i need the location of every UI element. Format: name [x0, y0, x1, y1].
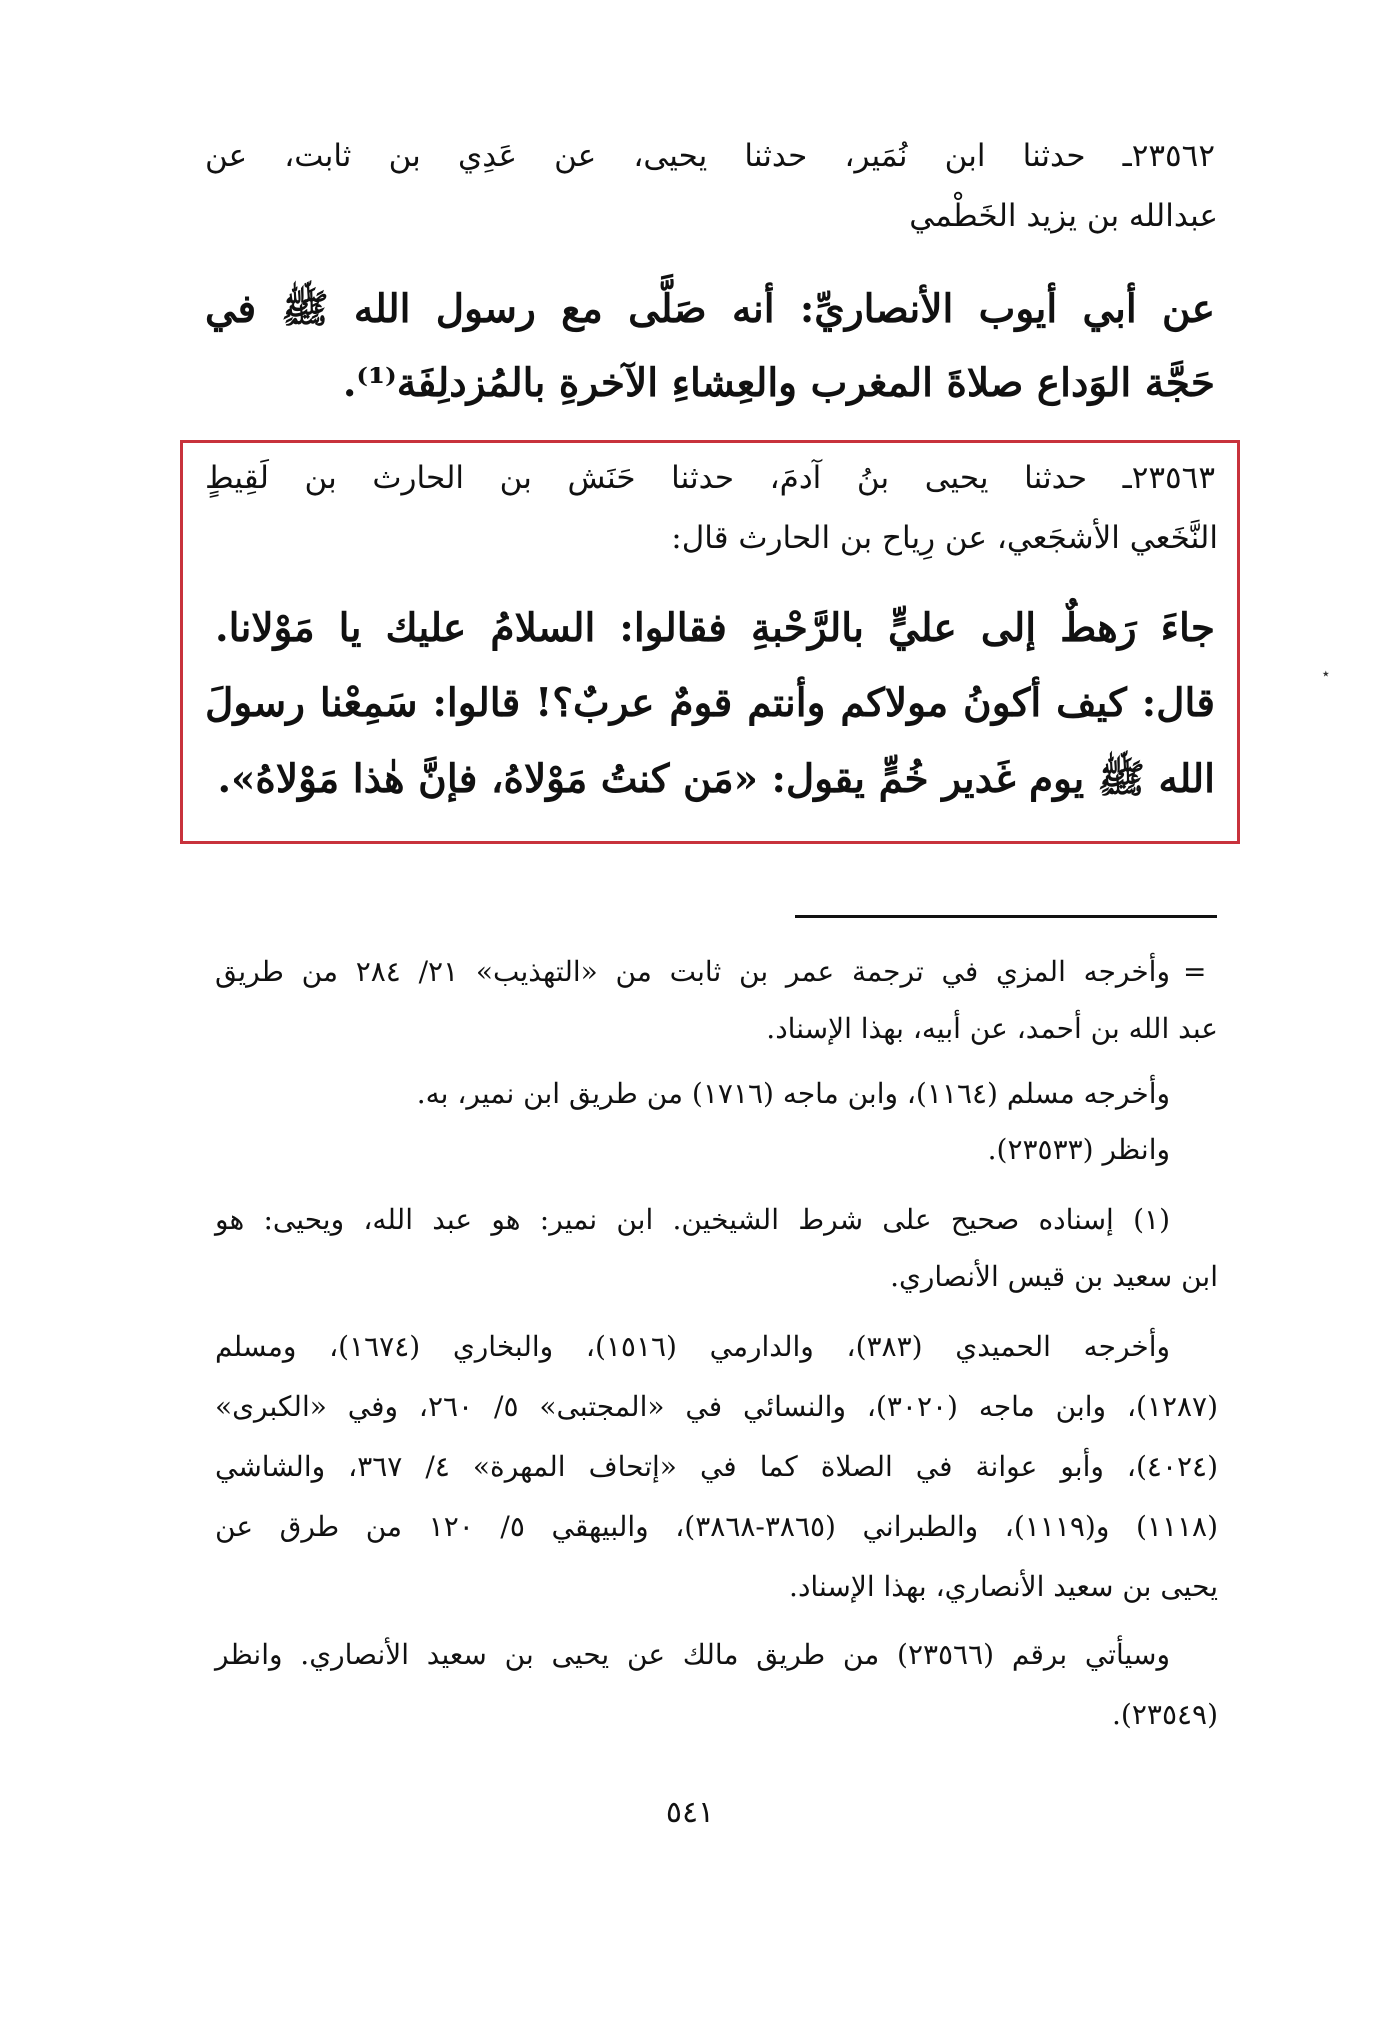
hadith-23562-line-1: ٢٣٥٦٢ـ حدثنا ابن نُمَير، حدثنا يحيى، عن عَدِي بن ثابت، عن	[205, 138, 1215, 174]
footnote-line: (١٢٨٧)، وابن ماجه (٣٠٢٠)، والنسائي في «المجتبى» ٥/ ٢٦٠، وفي «الكبرى»	[215, 1390, 1219, 1423]
footnote-line: وانظر (٢٣٥٣٣).	[987, 1133, 1170, 1166]
footnote-separator	[795, 915, 1217, 918]
footnote-line: وأخرجه الحميدي (٣٨٣)، والدارمي (١٥١٦)، والبخاري (١٦٧٤)، ومسلم	[215, 1330, 1170, 1363]
hadith-23562-line-3: عن أبي أيوب الأنصاريِّ: أنه صَلَّى مع رسول الله ﷺ في	[205, 286, 1215, 332]
footnote-line: ابن سعيد بن قيس الأنصاري.	[890, 1260, 1218, 1293]
hadith-23563-line-3: جاءَ رَهطٌ إلى عليٍّ بالرَّحْبةِ فقالوا: السلامُ عليك يا مَوْلانا.	[215, 605, 1215, 651]
hadith-23562-line-4: حَجَّة الوَداع صلاةَ المغرب والعِشاءِ الآخرةِ بالمُزدلِفَة⁽¹⁾.	[342, 360, 1215, 406]
hadith-23563-line-1: ٢٣٥٦٣ـ حدثنا يحيى بنُ آدمَ، حدثنا حَنَش بن الحارث بن لَقِيطٍ	[205, 460, 1215, 496]
footnote-line: عبد الله بن أحمد، عن أبيه، بهذا الإسناد.	[766, 1012, 1218, 1045]
hadith-23562-line-2: عبدالله بن يزيد الخَطْمي	[909, 198, 1218, 234]
footnote-line: (١) إسناده صحيح على شرط الشيخين. ابن نمير: هو عبد الله، ويحيى: هو	[215, 1203, 1170, 1236]
footnote-line: وأخرجه المزي في ترجمة عمر بن ثابت من «التهذيب» ٢١/ ٢٨٤ من طريق	[215, 955, 1170, 988]
footnote-line: يحيى بن سعيد الأنصاري، بهذا الإسناد.	[789, 1570, 1218, 1603]
continuation-marker: =	[1183, 955, 1207, 988]
stray-mark: ٭	[1322, 666, 1330, 682]
hadith-23563-line-2: النَّخَعي الأشجَعي، عن رِياح بن الحارث قال:	[671, 520, 1218, 556]
page-number: ٥٤١	[665, 1795, 715, 1830]
footnote-line: (٤٠٢٤)، وأبو عوانة في الصلاة كما في «إتحاف المهرة» ٤/ ٣٦٧، والشاشي	[215, 1450, 1218, 1483]
footnote-line: وسيأتي برقم (٢٣٥٦٦) من طريق مالك عن يحيى بن سعيد الأنصاري. وانظر	[215, 1638, 1170, 1671]
hadith-23563-line-5: الله ﷺ يوم غَدير خُمٍّ يقول: «مَن كنتُ مَوْلاهُ، فإنَّ هٰذا مَوْلاهُ».	[217, 756, 1215, 802]
hadith-23563-line-4: قال: كيف أكونُ مولاكم وأنتم قومٌ عربٌ؟! قالوا: سَمِعْنا رسولَ	[205, 680, 1215, 726]
footnote-line: (٢٣٥٤٩).	[1112, 1698, 1218, 1731]
footnote-line: وأخرجه مسلم (١١٦٤)، وابن ماجه (١٧١٦) من طريق ابن نمير، به.	[416, 1077, 1170, 1110]
footnote-line: (١١١٨) و(١١١٩)، والطبراني (٣٨٦٥-٣٨٦٨)، والبيهقي ٥/ ١٢٠ من طرق عن	[215, 1510, 1218, 1543]
